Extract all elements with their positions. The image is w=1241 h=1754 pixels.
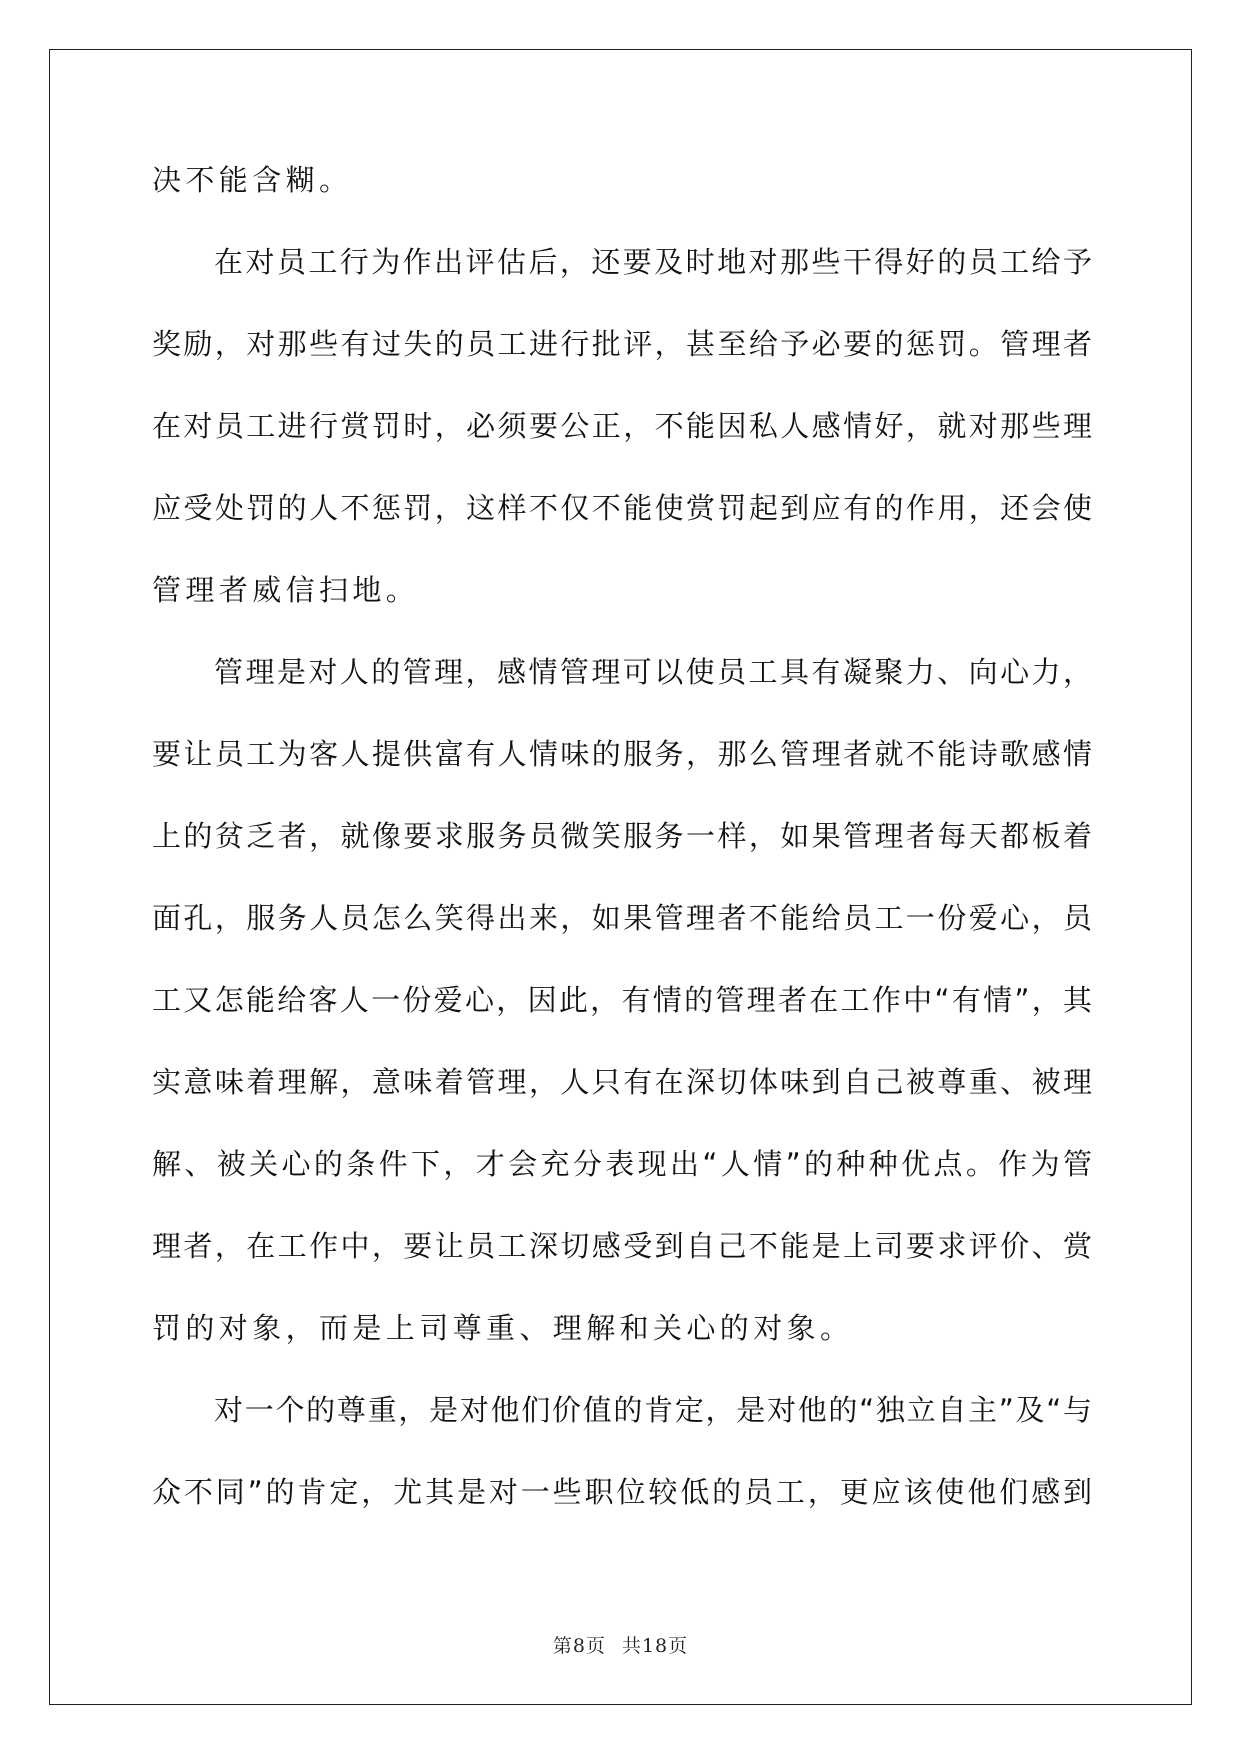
text-line: 面孔，服务人员怎么笑得出来，如果管理者不能给员工一份爱心，员 xyxy=(152,901,1092,935)
text-line: 对一个的尊重，是对他们价值的肯定，是对他的“独立自主”及“与 xyxy=(214,1393,1092,1427)
text-line: 实意味着理解，意味着管理，人只有在深切体味到自己被尊重、被理 xyxy=(152,1065,1092,1099)
text-line: 解、被关心的条件下，才会充分表现出“人情”的种种优点。作为管 xyxy=(152,1147,1092,1181)
text-line: 管理是对人的管理，感情管理可以使员工具有凝聚力、向心力， xyxy=(214,655,1092,689)
document-body xyxy=(152,158,1092,1552)
text-line: 在对员工进行赏罚时，必须要公正，不能因私人感情好，就对那些理 xyxy=(152,409,1092,443)
text-line: 在对员工行为作出评估后，还要及时地对那些干得好的员工给予 xyxy=(214,245,1092,279)
text-line: 奖励，对那些有过失的员工进行批评，甚至给予必要的惩罚。管理者 xyxy=(152,327,1092,361)
text-line: 理者，在工作中，要让员工深切感受到自己不能是上司要求评价、赏 xyxy=(152,1229,1092,1263)
text-line: 工又怎能给客人一份爱心，因此，有情的管理者在工作中“有情”，其 xyxy=(152,983,1092,1017)
text-line: 要让员工为客人提供富有人情味的服务，那么管理者就不能诗歌感情 xyxy=(152,737,1092,771)
page-total: 共18页 xyxy=(621,1635,689,1657)
text-line: 管理者威信扫地。 xyxy=(152,573,420,607)
text-line: 决不能含糊。 xyxy=(152,163,353,197)
text-line: 罚的对象，而是上司尊重、理解和关心的对象。 xyxy=(152,1311,854,1345)
page-number: 第8页 xyxy=(552,1635,606,1657)
text-line: 上的贫乏者，就像要求服务员微笑服务一样，如果管理者每天都板着 xyxy=(152,819,1092,853)
page-footer xyxy=(0,1631,1241,1658)
text-line: 众不同”的肯定，尤其是对一些职位较低的员工，更应该使他们感到 xyxy=(152,1475,1092,1509)
text-line: 应受处罚的人不惩罚，这样不仅不能使赏罚起到应有的作用，还会使 xyxy=(152,491,1092,525)
